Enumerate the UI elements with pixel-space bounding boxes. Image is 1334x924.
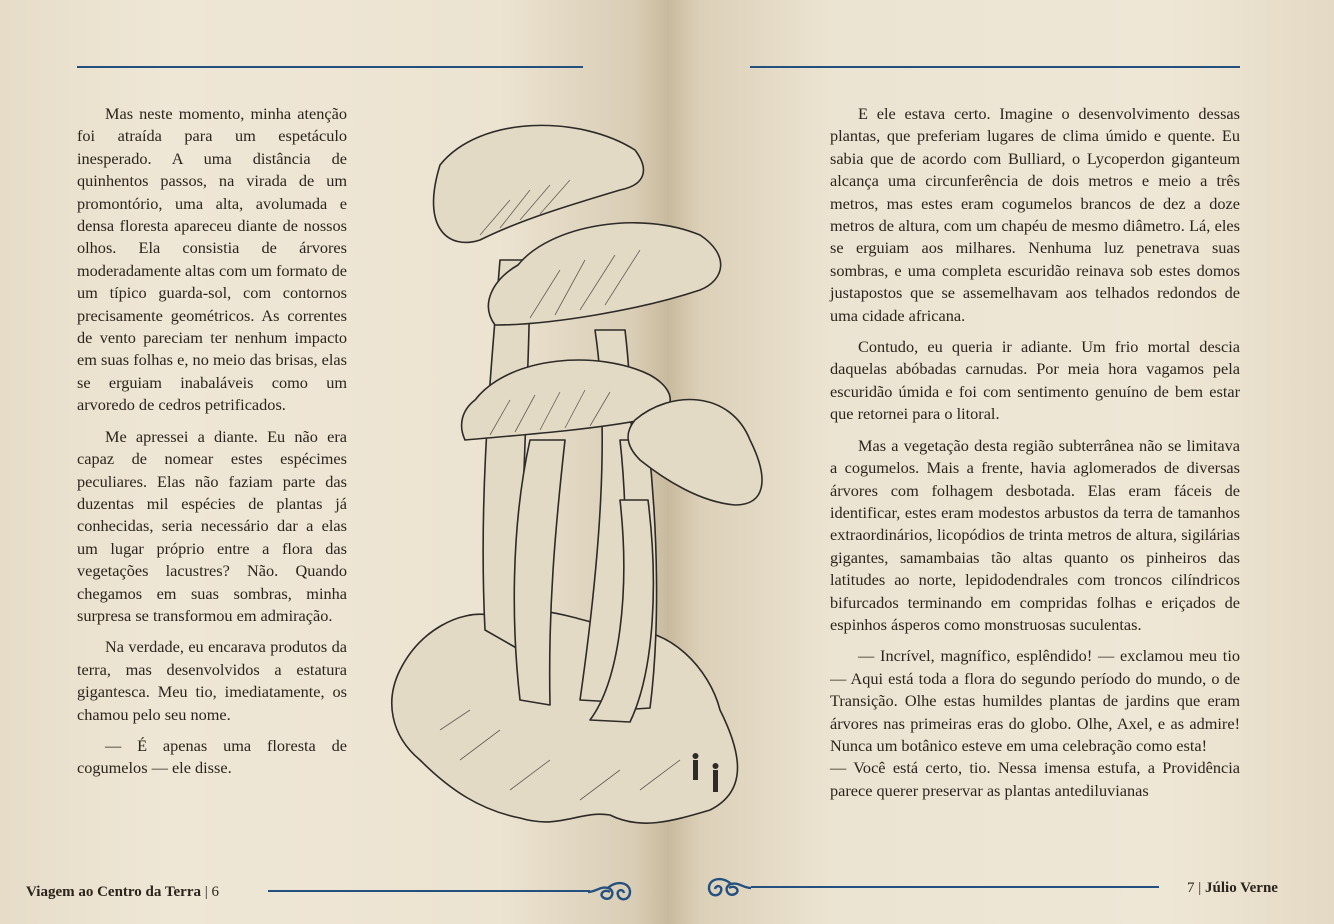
book-title: Viagem ao Centro da Terra — [26, 884, 201, 900]
footer-separator: | — [1198, 880, 1202, 896]
right-text-column — [830, 103, 1240, 802]
paragraph: Mas a vegetação desta região subterrânea não se limitava a cogumelos. Mais a frente, havia aglomerados de diversas árvores com folhagem desbotada. Elas eram fáceis de identificar, estes eram modestos arbustos da terra de tamanhos extraordinários, licopódios de trinta metros de altura, sigilárias gigantes, samambaias tão altas quanto os pinheiros das latitudes ao norte, lepidodendrales com troncos cilíndricos bifurcados terminando em compridas folhas e eriçados de espinhos ásperos como monstruosas suculentas. — [830, 435, 1240, 634]
bottom-rule-left — [268, 890, 590, 892]
paragraph: Na verdade, eu encarava produtos da terra, mas desenvolvidos a estatura gigantesca. Meu tio, imediatamente, os chamou pelo seu nome. — [77, 637, 347, 724]
top-rule-left — [77, 66, 583, 68]
page-number: 7 — [1187, 880, 1195, 896]
paragraph: — Você está certo, tio. Nessa imensa estufa, a Providência parece querer preservar as plantas antediluvianas — [830, 758, 1240, 800]
paragraph: — Incrível, magnífico, esplêndido! — exclamou meu tio — Aqui está toda a flora do segundo período do mundo, o de Transição. Olhe estas humildes plantas de jardins que eram árvores nas primeiras eras do globo. Olhe, Axel, e as admire! Nunca um botânico esteve em uma celebração como esta! — [830, 646, 1240, 755]
left-footer — [26, 884, 219, 901]
paragraph: E ele estava certo. Imagine o desenvolvimento dessas plantas, que preferiam lugares de clima úmido e quente. Eu sabia que de acordo com Bulliard, o Lycoperdon giganteum alcança uma circunferência de dois metros e meio a três metros, mas estes eram cogumelos brancos de dez a doze metros de altura, com um chapéu de mesmo diâmetro. Lá, eles se erguiam aos milhares. Nenhuma luz penetrava suas sombras, e uma completa escuridão reinava sob estes domos justapostos que se assemelhavam aos telhados redondos de uma cidade africana. — [830, 104, 1240, 325]
paragraph: Mas neste momento, minha atenção foi atraída para um espetáculo inesperado. A uma distância de quinhentos passos, na virada de um promontório, uma alta, avolumada e densa floresta apareceu diante de nossos olhos. Ela consistia de árvores moderadamente altas com um formato de um típico guarda-sol, com contornos precisamente geométricos. As correntes de vento pareciam ter nenhum impacto em suas folhas e, no meio das brisas, elas se erguiam inabaláveis como um arvoredo de cedros petrificados. — [77, 104, 347, 415]
swirl-ornament-icon — [586, 876, 634, 906]
paragraph: Contudo, eu queria ir adiante. Um frio mortal descia daquelas abóbadas carnudas. Por meia hora vagamos pela escuridão úmida e foi com sentimento genuíno de bem estar que retornei para o litoral. — [830, 337, 1240, 424]
bottom-rule-right — [751, 886, 1159, 888]
right-footer — [1187, 880, 1278, 897]
paragraph: Me apressei a diante. Eu não era capaz de nomear estes espécimes peculiares. Elas não faziam parte das duzentas mil espécies de plantas já conhecidas, seria necessário dar a elas um lugar próprio entre a flora das vegetações lacustres? Não. Quando chegamos em suas sombras, minha surpresa se transformou em admiração. — [77, 426, 347, 625]
swirl-ornament-icon — [705, 872, 753, 902]
author-name: Júlio Verne — [1205, 880, 1278, 896]
mushroom-illustration-icon — [380, 110, 840, 860]
page-number: 6 — [211, 884, 219, 900]
paragraph: — É apenas uma floresta de cogumelos — ele disse. — [77, 735, 347, 778]
left-text-column — [77, 103, 347, 780]
top-rule-right — [750, 66, 1240, 68]
footer-separator: | — [204, 884, 208, 900]
